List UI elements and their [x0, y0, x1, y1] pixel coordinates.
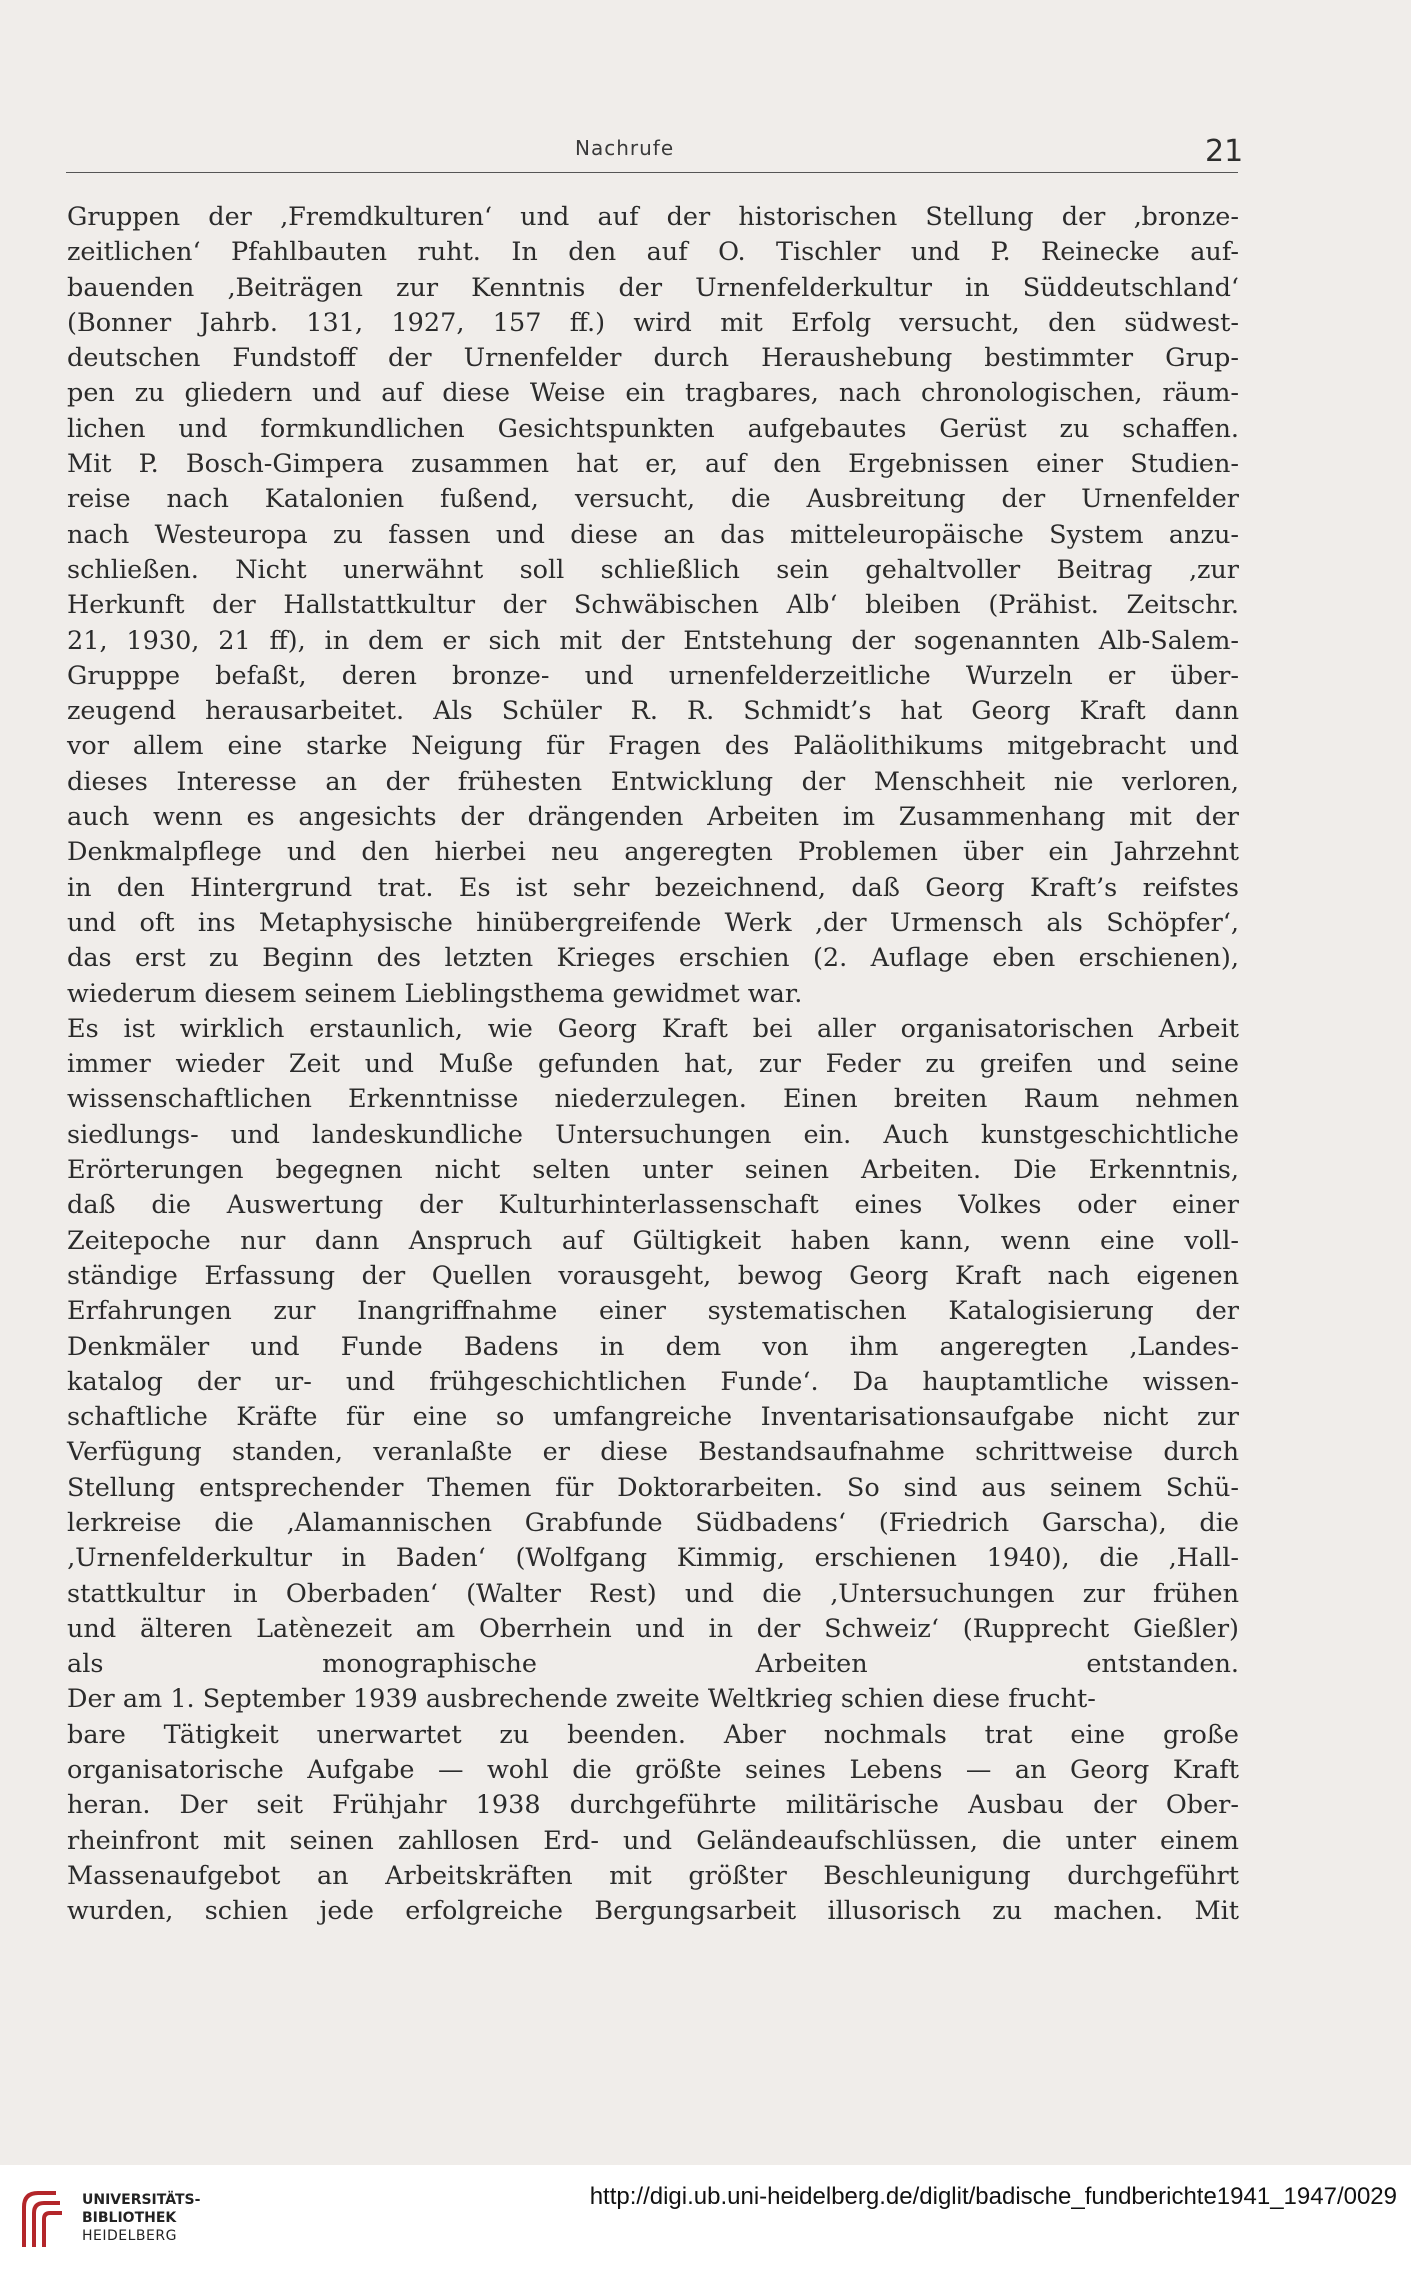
text-line: Denkmäler und Funde Badens in dem von ihm angeregten ‚Landes-: [67, 1331, 1239, 1362]
text-line: lerkreise die ‚Alamannischen Grabfunde Südbadens‘ (Friedrich Garscha), die: [67, 1507, 1239, 1538]
body-text: [67, 200, 1239, 1930]
text-line: katalog der ur- und frühgeschichtlichen Funde‘. Da hauptamtliche wissen-: [67, 1366, 1239, 1397]
text-line: wissenschaftlichen Erkenntnisse niederzulegen. Einen breiten Raum nehmen: [67, 1084, 1239, 1115]
text-line: Der am 1. September 1939 ausbrechende zweite Weltkrieg schien diese frucht-: [67, 1684, 1096, 1715]
text-line: und oft ins Metaphysische hinübergreifende Werk ‚der Urmensch als Schöpfer‘,: [67, 907, 1239, 938]
text-line: stattkultur in Oberbaden‘ (Walter Rest) und die ‚Untersuchungen zur frühen: [67, 1578, 1239, 1609]
text-line: rheinfront mit seinen zahllosen Erd- und Geländeaufschlüssen, die unter einem: [67, 1825, 1239, 1856]
text-line: ständige Erfassung der Quellen vorausgeht, bewog Georg Kraft nach eigenen: [67, 1260, 1239, 1291]
text-line: zeitlichen‘ Pfahlbauten ruht. In den auf O. Tischler und P. Reinecke auf-: [67, 237, 1239, 268]
text-line: zeugend herausarbeitet. Als Schüler R. R. Schmidt’s hat Georg Kraft dann: [67, 696, 1239, 727]
text-line: Es ist wirklich erstaunlich, wie Georg Kraft bei aller organisatorischen Arbeit: [67, 1013, 1239, 1044]
text-line: 21, 1930, 21 ff), in dem er sich mit der Entstehung der sogenannten Alb-Salem-: [67, 625, 1239, 656]
text-line: nach Westeuropa zu fassen und diese an das mitteleuropäische System anzu-: [67, 519, 1239, 550]
text-line: Stellung entsprechender Themen für Doktorarbeiten. So sind aus seinem Schü-: [67, 1472, 1239, 1503]
text-line: ‚Urnenfelderkultur in Baden‘ (Wolfgang Kimmig, erschienen 1940), die ‚Hall-: [67, 1543, 1239, 1574]
text-line: Erfahrungen zur Inangriffnahme einer systematischen Katalogisierung der: [67, 1296, 1239, 1327]
text-line: Verfügung standen, veranlaßte er diese Bestandsaufnahme schrittweise durch: [67, 1437, 1239, 1468]
text-line: Herkunft der Hallstattkultur der Schwäbischen Alb‘ bleiben (Prähist. Zeitschr.: [67, 590, 1239, 621]
text-line: immer wieder Zeit und Muße gefunden hat, zur Feder zu greifen und seine: [67, 1049, 1239, 1080]
text-line: lichen und formkundlichen Gesichtspunkten aufgebautes Gerüst zu schaffen.: [67, 413, 1239, 444]
text-line: reise nach Katalonien fußend, versucht, die Ausbreitung der Urnenfelder: [67, 484, 1239, 515]
text-line: bauenden ‚Beiträgen zur Kenntnis der Urnenfelderkultur in Süddeutschland‘: [67, 272, 1239, 303]
text-line: das erst zu Beginn des letzten Krieges erschien (2. Auflage eben erschienen),: [67, 943, 1239, 974]
text-line: Mit P. Bosch-Gimpera zusammen hat er, auf den Ergebnissen einer Studien-: [67, 449, 1239, 480]
library-logo-icon: [16, 2185, 66, 2251]
text-line: (Bonner Jahrb. 131, 1927, 157 ff.) wird mit Erfolg versucht, den südwest-: [67, 307, 1239, 338]
text-line: wurden, schien jede erfolgreiche Bergungsarbeit illusorisch zu machen. Mit: [67, 1896, 1239, 1927]
logo-line-2: BIBLIOTHEK: [82, 2210, 177, 2226]
text-line: daß die Auswertung der Kulturhinterlassenschaft eines Volkes oder einer: [67, 1190, 1239, 1221]
logo-line-3: HEIDELBERG: [82, 2228, 177, 2244]
text-line: Zeitepoche nur dann Anspruch auf Gültigkeit haben kann, wenn eine voll-: [67, 1225, 1239, 1256]
running-head: Nachrufe: [575, 136, 675, 160]
text-line: in den Hintergrund trat. Es ist sehr bezeichnend, daß Georg Kraft’s reifstes: [67, 872, 1239, 903]
text-line: Grupppe befaßt, deren bronze- und urnenfelderzeitliche Wurzeln er über-: [67, 660, 1239, 691]
source-url-link[interactable]: http://digi.ub.uni-heidelberg.de/diglit/badische_fundberichte1941_1947/0029: [589, 2183, 1397, 2210]
text-line: auch wenn es angesichts der drängenden Arbeiten im Zusammenhang mit der: [67, 802, 1239, 833]
text-line: als monographische Arbeiten entstanden.: [67, 1649, 1239, 1680]
text-line: Massenaufgebot an Arbeitskräften mit größter Beschleunigung durchgeführt: [67, 1860, 1239, 1891]
text-line: Gruppen der ‚Fremdkulturen‘ und auf der historischen Stellung der ‚bronze-: [67, 202, 1239, 232]
text-line: schließen. Nicht unerwähnt soll schließlich sein gehaltvoller Beitrag ‚zur: [67, 554, 1239, 585]
text-line: dieses Interesse an der frühesten Entwicklung der Menschheit nie verloren,: [67, 766, 1239, 797]
text-line: Erörterungen begegnen nicht selten unter seinen Arbeiten. Die Erkenntnis,: [67, 1155, 1239, 1186]
logo-line-1: UNIVERSITÄTS-: [82, 2192, 201, 2208]
library-logo-text: [82, 2191, 200, 2245]
page-number: 21: [1205, 134, 1244, 169]
text-line: organisatorische Aufgabe — wohl die größte seines Lebens — an Georg Kraft: [67, 1755, 1239, 1786]
text-line: siedlungs- und landeskundliche Untersuchungen ein. Auch kunstgeschichtliche: [67, 1119, 1239, 1150]
text-line: pen zu gliedern und auf diese Weise ein tragbares, nach chronologischen, räum-: [67, 378, 1239, 409]
text-line: und älteren Latènezeit am Oberrhein und in der Schweiz‘ (Rupprecht Gießler): [67, 1613, 1239, 1644]
footer-bar: [0, 2165, 1411, 2273]
text-line: heran. Der seit Frühjahr 1938 durchgeführte militärische Ausbau der Ober-: [67, 1790, 1239, 1821]
text-line: deutschen Fundstoff der Urnenfelder durch Heraushebung bestimmter Grup-: [67, 343, 1239, 374]
header-rule: [66, 172, 1238, 173]
text-line: vor allem eine starke Neigung für Fragen des Paläolithikums mitgebracht und: [67, 731, 1239, 762]
text-line: Denkmalpflege und den hierbei neu angeregten Problemen über ein Jahrzehnt: [67, 837, 1239, 868]
text-line: wiederum diesem seinem Lieblingsthema gewidmet war.: [67, 978, 803, 1009]
text-line: schaftliche Kräfte für eine so umfangreiche Inventarisationsaufgabe nicht zur: [67, 1402, 1239, 1433]
text-line: bare Tätigkeit unerwartet zu beenden. Aber nochmals trat eine große: [67, 1719, 1239, 1750]
